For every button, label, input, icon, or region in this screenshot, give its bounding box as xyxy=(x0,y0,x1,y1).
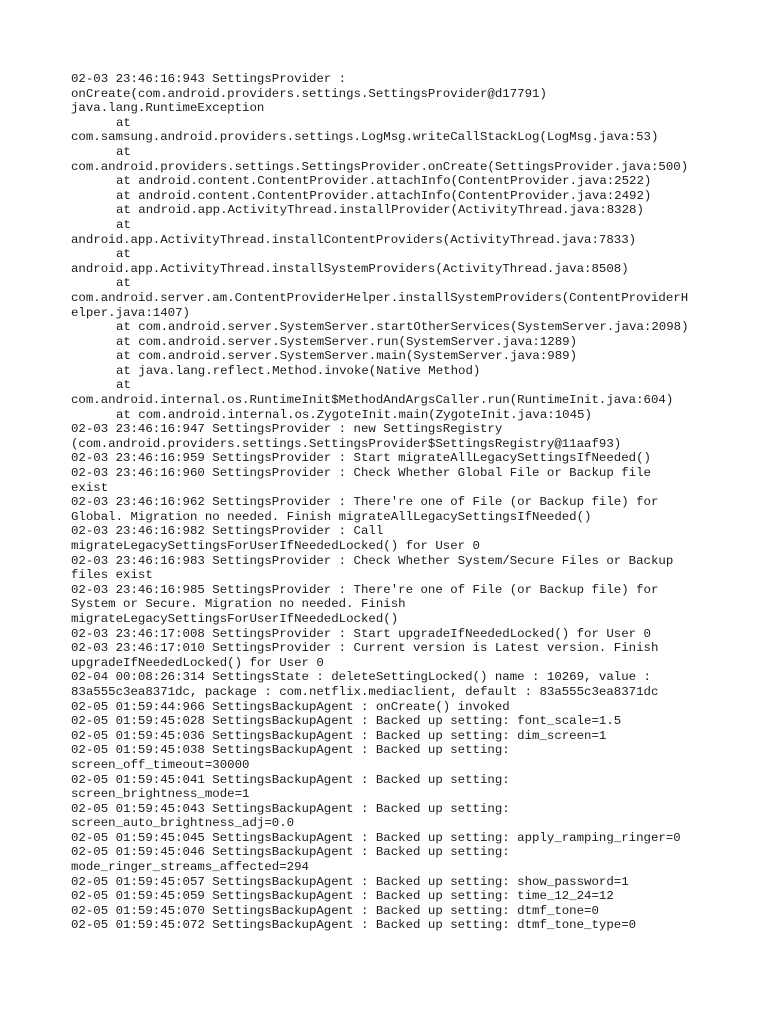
log-line: at xyxy=(116,217,131,232)
log-line: 02-05 01:59:44:966 SettingsBackupAgent : onCreate() invoked xyxy=(71,699,510,714)
log-line: 02-03 23:46:16:982 SettingsProvider : Call xyxy=(71,524,384,539)
log-line: System or Secure. Migration no needed. Finish xyxy=(71,597,406,612)
log-line: 02-03 23:46:16:985 SettingsProvider : There're one of File (or Backup file) for xyxy=(71,582,659,597)
log-line: com.android.internal.os.RuntimeInit$MethodAndArgsCaller.run(RuntimeInit.java:604) xyxy=(71,393,674,408)
log-line: 02-05 01:59:45:038 SettingsBackupAgent : Backed up setting: xyxy=(71,743,510,758)
log-line: 02-03 23:46:16:960 SettingsProvider : Check Whether Global File or Backup file xyxy=(71,466,651,481)
log-line: com.samsung.android.providers.settings.LogMsg.writeCallStackLog(LogMsg.java:53) xyxy=(71,130,659,145)
log-line: at java.lang.reflect.Method.invoke(Native Method) xyxy=(116,363,481,378)
log-line: 02-04 00:08:26:314 SettingsState : deleteSettingLocked() name : 10269, value : xyxy=(71,670,651,685)
log-line: 02-03 23:46:16:943 SettingsProvider : xyxy=(71,72,347,86)
log-line: 02-03 23:46:16:947 SettingsProvider : new SettingsRegistry xyxy=(71,422,503,437)
log-line: java.lang.RuntimeException xyxy=(71,101,265,116)
log-line: android.app.ActivityThread.installSystemProviders(ActivityThread.java:8508) xyxy=(71,261,629,276)
log-line: at xyxy=(116,144,131,159)
log-line: screen_brightness_mode=1 xyxy=(71,787,250,802)
log-line: 83a555c3ea8371dc, package : com.netflix.mediaclient, default : 83a555c3ea8371dc xyxy=(71,684,659,699)
log-line: migrateLegacySettingsForUserIfNeededLocked() for User 0 xyxy=(71,539,480,553)
log-line: at com.android.server.SystemServer.startOtherServices(SystemServer.java:2098) xyxy=(116,320,689,335)
log-line: 02-05 01:59:45:028 SettingsBackupAgent : Backed up setting: font_scale=1.5 xyxy=(71,714,622,729)
log-line: onCreate(com.android.providers.settings.SettingsProvider@d17791) xyxy=(71,86,547,101)
log-line: at xyxy=(116,115,131,130)
log-line: 02-03 23:46:17:010 SettingsProvider : Current version is Latest version. Finish xyxy=(71,641,659,656)
log-line: 02-03 23:46:16:959 SettingsProvider : Start migrateAllLegacySettingsIfNeeded() xyxy=(71,451,651,466)
log-text-block xyxy=(71,72,711,933)
log-line: at xyxy=(116,247,131,262)
log-line: migrateLegacySettingsForUserIfNeededLocked() xyxy=(71,611,399,626)
log-line: 02-05 01:59:45:041 SettingsBackupAgent : Backed up setting: xyxy=(71,772,510,787)
log-line: mode_ringer_streams_affected=294 xyxy=(71,860,309,875)
log-line: upgradeIfNeededLocked() for User 0 xyxy=(71,655,324,670)
log-line: android.app.ActivityThread.installContentProviders(ActivityThread.java:7833) xyxy=(71,232,637,247)
log-line: 02-03 23:46:16:962 SettingsProvider : There're one of File (or Backup file) for xyxy=(71,495,659,510)
log-line: at com.android.server.SystemServer.run(SystemServer.java:1289) xyxy=(116,334,578,349)
log-line: at xyxy=(116,276,131,291)
log-line: com.android.server.am.ContentProviderHelper.installSystemProviders(ContentProviderH xyxy=(71,290,689,305)
log-line: 02-03 23:46:17:008 SettingsProvider : Start upgradeIfNeededLocked() for User 0 xyxy=(71,626,651,641)
log-line: at com.android.internal.os.ZygoteInit.main(ZygoteInit.java:1045) xyxy=(116,407,592,422)
log-line: at android.app.ActivityThread.installProvider(ActivityThread.java:8328) xyxy=(116,203,644,218)
log-line: 02-05 01:59:45:072 SettingsBackupAgent : Backed up setting: dtmf_tone_type=0 xyxy=(71,918,637,933)
log-line: 02-05 01:59:45:043 SettingsBackupAgent : Backed up setting: xyxy=(71,801,510,816)
log-line: 02-05 01:59:45:036 SettingsBackupAgent : Backed up setting: dim_screen=1 xyxy=(71,728,607,743)
log-line: at android.content.ContentProvider.attachInfo(ContentProvider.java:2522) xyxy=(116,174,652,189)
log-line: 02-05 01:59:45:070 SettingsBackupAgent : Backed up setting: dtmf_tone=0 xyxy=(71,903,599,918)
log-line: (com.android.providers.settings.SettingsProvider$SettingsRegistry@11aaf93) xyxy=(71,436,622,451)
log-line: 02-05 01:59:45:045 SettingsBackupAgent : Backed up setting: apply_ramping_ringer=0 xyxy=(71,830,681,845)
log-line: screen_auto_brightness_adj=0.0 xyxy=(71,816,295,831)
log-line: screen_off_timeout=30000 xyxy=(71,757,250,772)
log-line: Global. Migration no needed. Finish migrateAllLegacySettingsIfNeeded() xyxy=(71,509,592,524)
log-line: 02-05 01:59:45:059 SettingsBackupAgent : Backed up setting: time_12_24=12 xyxy=(71,889,614,904)
log-line: files exist xyxy=(71,568,153,583)
log-line: 02-03 23:46:16:983 SettingsProvider : Check Whether System/Secure Files or Backup xyxy=(71,553,674,568)
log-line: elper.java:1407) xyxy=(71,305,190,320)
log-line: 02-05 01:59:45:057 SettingsBackupAgent : Backed up setting: show_password=1 xyxy=(71,874,629,889)
log-line: 02-05 01:59:45:046 SettingsBackupAgent : Backed up setting: xyxy=(71,845,510,860)
log-line: exist xyxy=(71,480,109,495)
log-line: at com.android.server.SystemServer.main(SystemServer.java:989) xyxy=(116,349,578,364)
log-line: at xyxy=(116,378,131,393)
log-line: com.android.providers.settings.SettingsProvider.onCreate(SettingsProvider.java:500) xyxy=(71,159,689,174)
log-line: at android.content.ContentProvider.attachInfo(ContentProvider.java:2492) xyxy=(116,188,652,203)
